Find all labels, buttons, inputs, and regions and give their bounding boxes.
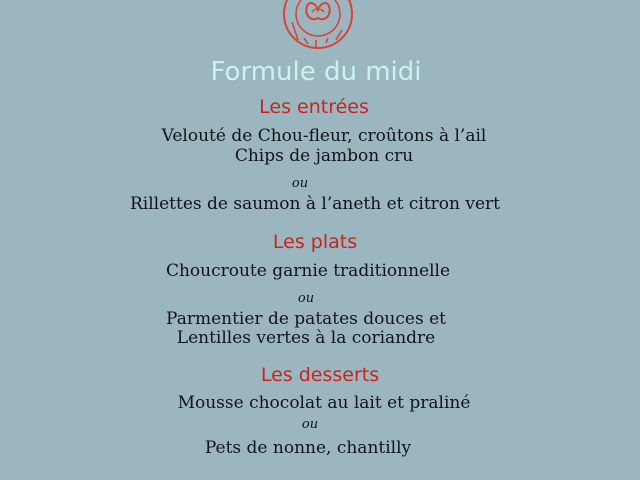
entree-option-1-line-2: Chips de jambon cru [234, 146, 414, 166]
plat-separator: ou [297, 291, 315, 306]
plat-option-2-line-2: Lentilles vertes à la coriandre [176, 328, 436, 348]
dessert-option-1: Mousse chocolat au lait et praliné [177, 393, 471, 413]
menu-title: Formule du midi [210, 57, 422, 87]
dessert-separator: ou [301, 417, 319, 432]
entree-separator: ou [291, 176, 309, 191]
plat-option-2-line-1: Parmentier de patates douces et [166, 309, 446, 329]
entree-option-1-line-1: Velouté de Chou-fleur, croûtons à l’ail [161, 126, 487, 146]
entree-option-2: Rillettes de saumon à l’aneth et citron vert [129, 194, 501, 214]
section-heading-plats: Les plats [272, 231, 358, 253]
section-heading-entrees: Les entrées [259, 96, 369, 118]
section-heading-desserts: Les desserts [260, 364, 380, 386]
plat-option-1: Choucroute garnie traditionnelle [165, 261, 451, 281]
stamp-logo-icon [282, 0, 354, 50]
dessert-option-2: Pets de nonne, chantilly [204, 438, 412, 458]
